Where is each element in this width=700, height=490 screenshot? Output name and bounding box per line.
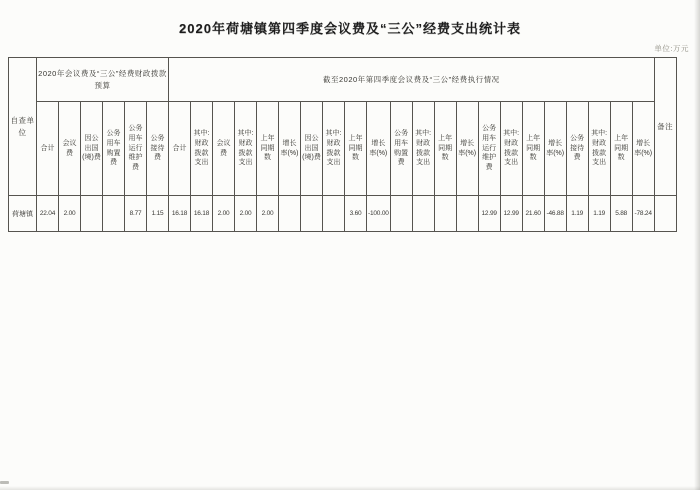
data-cell <box>434 196 456 232</box>
data-cell: 3.60 <box>345 196 367 232</box>
group-header-row <box>9 58 677 102</box>
execution-group-header: 截至2020年第四季度会议费及“三公”经费执行情况 <box>169 58 655 102</box>
column-header-row <box>9 102 677 196</box>
scan-edge-shadow-bottom <box>0 486 700 490</box>
column-header: 其中:财政拨款支出 <box>500 102 522 196</box>
data-cell: 12.99 <box>478 196 500 232</box>
corner-header: 自查单位 <box>9 58 37 196</box>
scan-edge-shadow <box>694 0 700 490</box>
column-header: 其中:财政拨款支出 <box>323 102 345 196</box>
column-header: 因公出国(境)费 <box>81 102 103 196</box>
data-cell: 2.00 <box>235 196 257 232</box>
column-header: 其中:财政拨款支出 <box>588 102 610 196</box>
column-header: 上年同期数 <box>345 102 367 196</box>
data-cell <box>81 196 103 232</box>
column-header: 公务用车运行维护费 <box>478 102 500 196</box>
column-header: 合计 <box>169 102 191 196</box>
data-cell: -100.00 <box>367 196 391 232</box>
data-cell: 22.04 <box>37 196 59 232</box>
column-header: 增长率(%) <box>279 102 301 196</box>
column-header: 公务用车购置费 <box>103 102 125 196</box>
column-header: 公务接待费 <box>566 102 588 196</box>
column-header: 增长率(%) <box>632 102 654 196</box>
data-cell: 12.99 <box>500 196 522 232</box>
column-header: 合计 <box>37 102 59 196</box>
unit-name-cell: 荷塘镇 <box>9 196 37 232</box>
column-header: 增长率(%) <box>544 102 566 196</box>
column-header: 上年同期数 <box>610 102 632 196</box>
data-cell <box>301 196 323 232</box>
remark-header: 备注 <box>654 58 676 196</box>
column-header: 其中:财政拨款支出 <box>191 102 213 196</box>
data-cell: 2.00 <box>59 196 81 232</box>
data-cell: 8.77 <box>125 196 147 232</box>
data-cell: 21.60 <box>522 196 544 232</box>
data-cell <box>390 196 412 232</box>
data-cell: 2.00 <box>213 196 235 232</box>
column-header: 会议费 <box>213 102 235 196</box>
data-cell <box>103 196 125 232</box>
column-header: 上年同期数 <box>434 102 456 196</box>
column-header: 其中:财政拨款支出 <box>412 102 434 196</box>
column-header: 增长率(%) <box>456 102 478 196</box>
column-header: 公务用车运行维护费 <box>125 102 147 196</box>
column-header: 公务用车购置费 <box>390 102 412 196</box>
remark-cell <box>654 196 676 232</box>
data-cell: 16.18 <box>191 196 213 232</box>
column-header: 因公出国(境)费 <box>301 102 323 196</box>
column-header: 会议费 <box>59 102 81 196</box>
data-cell: 1.15 <box>147 196 169 232</box>
data-cell: 16.18 <box>169 196 191 232</box>
column-header: 公务接待费 <box>147 102 169 196</box>
budget-group-header: 2020年会议费及“三公”经费财政拨款预算 <box>37 58 169 102</box>
data-cell <box>279 196 301 232</box>
data-cell: 2.00 <box>257 196 279 232</box>
data-cell: 1.19 <box>588 196 610 232</box>
data-cell: 1.19 <box>566 196 588 232</box>
column-header: 增长率(%) <box>367 102 391 196</box>
data-cell <box>323 196 345 232</box>
data-cell: 5.88 <box>610 196 632 232</box>
page-title: 2020年荷塘镇第四季度会议费及“三公”经费支出统计表 <box>179 21 521 36</box>
data-cell <box>412 196 434 232</box>
table-row <box>9 196 677 232</box>
data-cell: -78.24 <box>632 196 654 232</box>
unit-note: 单位:万元 <box>654 44 689 53</box>
column-header: 上年同期数 <box>522 102 544 196</box>
stats-table <box>8 57 677 232</box>
scan-artifact-speck <box>0 481 9 484</box>
data-cell: -46.88 <box>544 196 566 232</box>
column-header: 其中:财政拨款支出 <box>235 102 257 196</box>
data-cell <box>456 196 478 232</box>
column-header: 上年同期数 <box>257 102 279 196</box>
